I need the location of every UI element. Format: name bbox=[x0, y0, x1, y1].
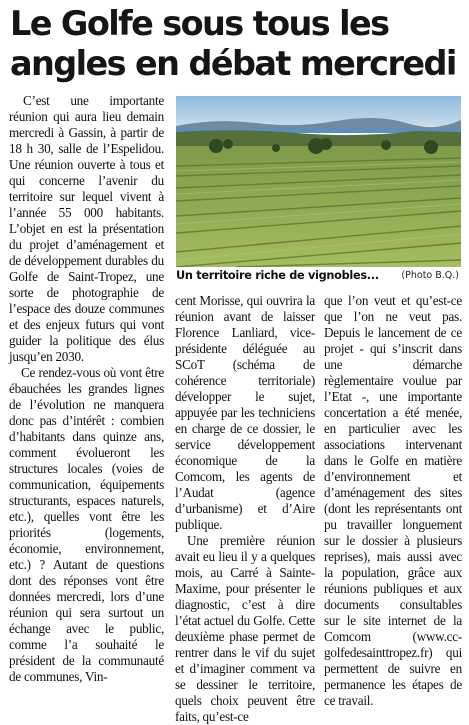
paragraph: C’est une importante réunion qui aura lieu demain mercredi à Gassin, à partir de 18 h 30, salle de l’Espelidou. Une réunion ouverte à tous et qui concerne l’avenir du territoire sur lequel vivent à l’année 55 000 habitants. L’objet en est la présentation du projet d’aménagement et de développement durables du Golfe de Saint-Tropez, une sorte de photographie de l’espace des douze communes et des enjeux futurs qui vont guider la politique des élus jusqu’en 2030. bbox=[9, 93, 164, 364]
photo-caption: Un territoire riche de vignobles... bbox=[176, 269, 379, 282]
paragraph: que l’on veut et qu’est-ce que l’on ne veut pas. Depuis le lancement de ce projet - qui s’inscrit dans une démarche règlementaire voulue par l’Etat -, une importante concertation a été menée, en particulier avec les associations intervenant dans le Golfe en matière d’environnement et d’aménagement des sites (dont les représentants ont pu travailler longuement sur le dossier à plusieurs reprises), mais aussi avec la population, grâce aux réunions publiques et aux documents consultables sur le site internet de la Comcom (www.cc-golfedesainttropez.fr) qui permettent de suivre en permanence les étapes de ce travail. bbox=[324, 293, 462, 708]
vineyard-image bbox=[176, 96, 461, 267]
article-column-1 bbox=[9, 93, 164, 685]
photo-caption-row bbox=[176, 268, 461, 288]
photo-credit: (Photo B.Q.) bbox=[401, 270, 459, 281]
article-column-2 bbox=[175, 293, 315, 725]
vineyard-photo bbox=[176, 96, 461, 267]
paragraph: Une première réunion avait eu lieu il y a quelques mois, au Carré à Sainte-Maxime, pour présenter le diagnostic, c’est à dire l’état actuel du Golfe. Cette deuxième phase permet de rentrer dans le vif du sujet et d’imaginer comment va se dessiner le territoire, quels choix peuvent être faits, qu’est-ce bbox=[175, 533, 315, 724]
article-column-3 bbox=[324, 293, 462, 709]
headline: Le Golfe sous tous les angles en débat mercredi bbox=[10, 4, 456, 83]
paragraph: Ce rendez-vous où vont être ébauchées les grandes lignes de l’évolution ne manquera donc pas d’intérêt : combien d’habitants dans quinze ans, comment évolueront les structures locales (voies de communication, équipements structurants, espaces naturels, etc.), quelles vont être les priorités (logements, économie, environnement, etc.) ? Autant de questions dont des réponses vont être données mercredi, lors d’une réunion qui sera surtout un échange avec le public, comme l’a souhaité le président de la communauté de communes, Vin- bbox=[9, 365, 164, 684]
paragraph: cent Morisse, qui ouvrira la réunion avant de laisser Florence Lanliard, vice-présidente déléguée au SCoT (schéma de cohérence territoriale) développer le sujet, appuyée par les techniciens en charge de ce dossier, le service développement économique de la Comcom, les agents de l’Audat (agence d’urbanisme) et d’Aire publique. bbox=[175, 293, 315, 532]
